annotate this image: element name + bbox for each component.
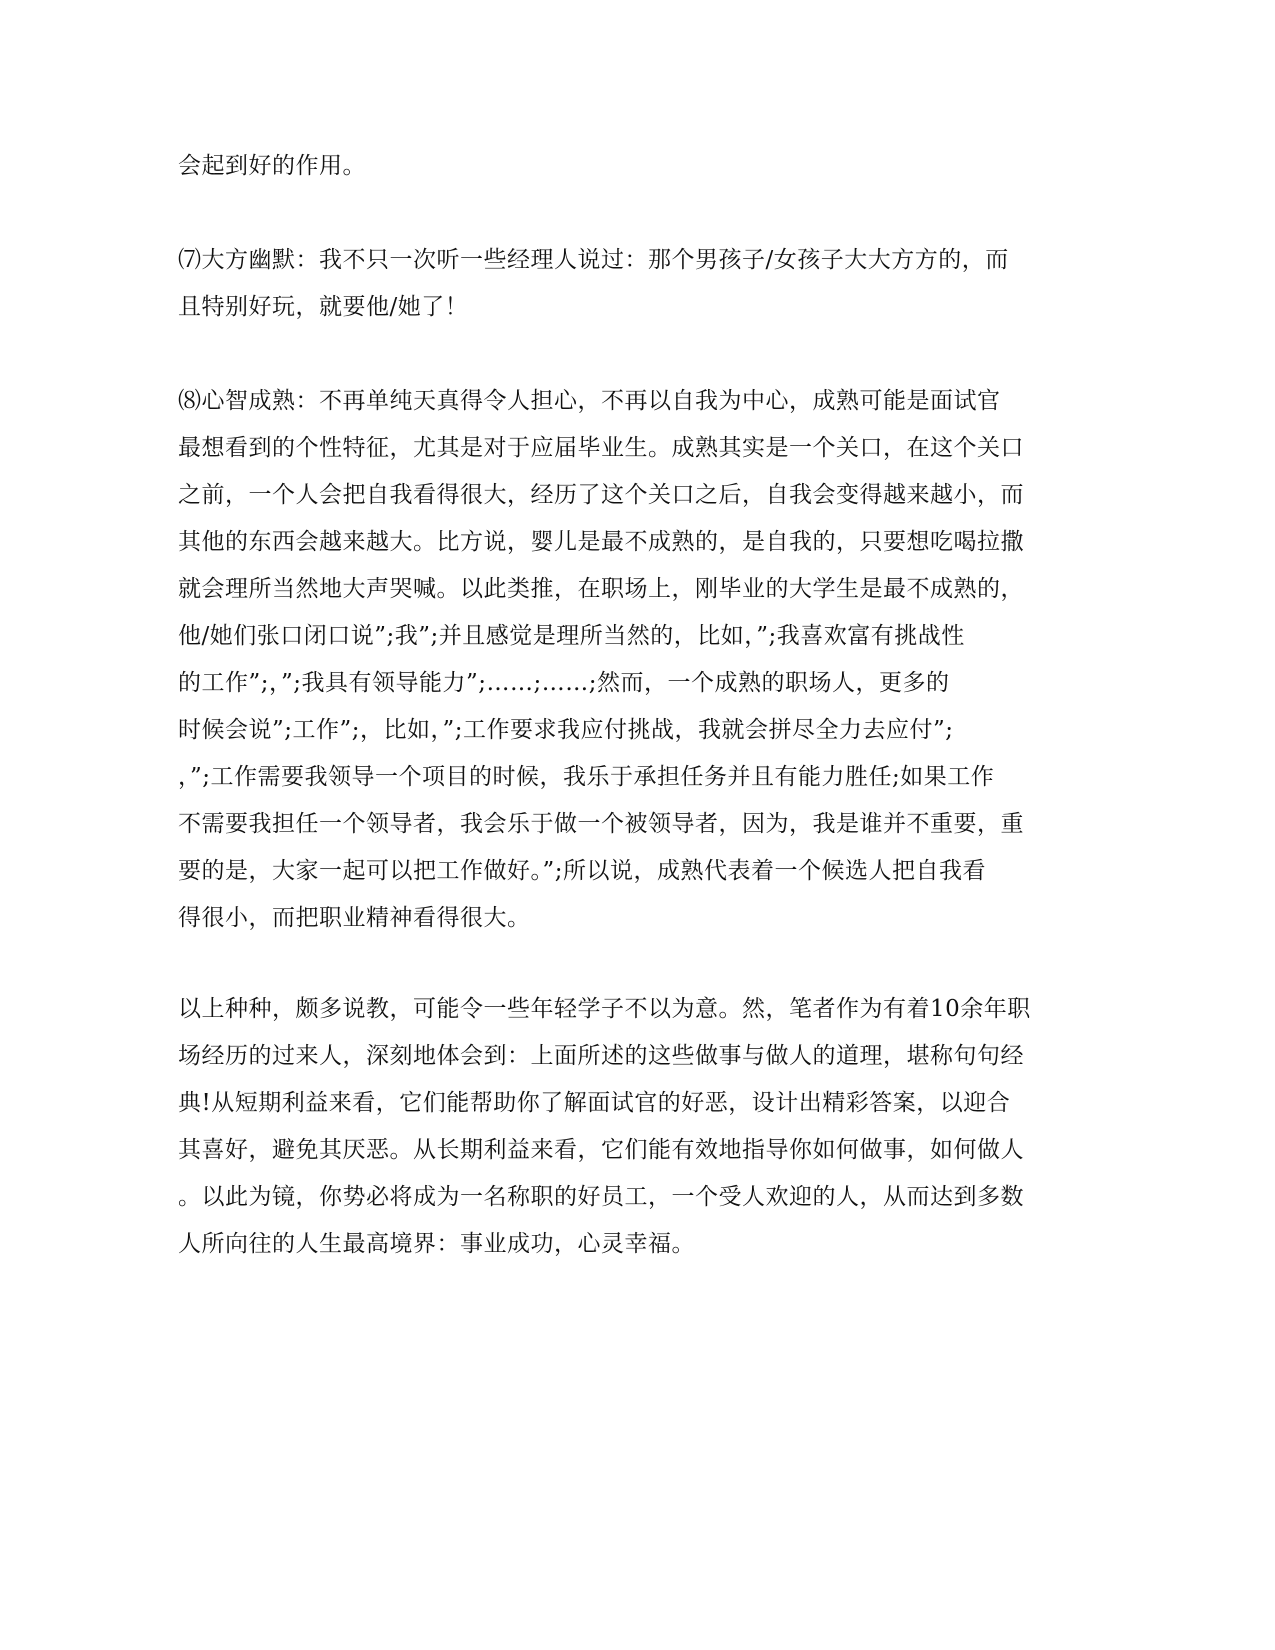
- text-line: 的工作”;，”;我具有领导能力”;……;……;然而，一个成熟的职场人，更多的: [178, 670, 950, 696]
- text-line: 就会理所当然地大声哭喊。以此类推，在职场上，刚毕业的大学生是最不成熟的，: [178, 576, 1024, 602]
- text-line: 以上种种，颇多说教，可能令一些年轻学子不以为意。然，笔者作为有着10余年职: [178, 996, 1031, 1022]
- text-line: ⑺大方幽默：我不只一次听一些经理人说过：那个男孩子/女孩子大大方方的，而: [178, 247, 1009, 273]
- paragraph-conclusion: [178, 986, 1048, 1268]
- text-line: 场经历的过来人，深刻地体会到：上面所述的这些做事与做人的道理，堪称句句经: [178, 1043, 1024, 1069]
- text-line: 不需要我担任一个领导者，我会乐于做一个被领导者，因为，我是谁并不重要，重: [178, 811, 1024, 837]
- text-line: 其他的东西会越来越大。比方说，婴儿是最不成熟的，是自我的，只要想吃喝拉撒: [178, 529, 1024, 555]
- paragraph-intro-ending: [178, 143, 1048, 190]
- text-line: 人所向往的人生最高境界：事业成功，心灵幸福。: [178, 1231, 695, 1257]
- text-line: 且特别好玩，就要他/她了！: [178, 294, 469, 320]
- text-line: ⑻心智成熟：不再单纯天真得令人担心，不再以自我为中心，成熟可能是面试官: [178, 388, 1001, 414]
- text-line: ，”;工作需要我领导一个项目的时候，我乐于承担任务并且有能力胜任;如果工作: [178, 764, 995, 790]
- text-line: 会起到好的作用。: [178, 153, 366, 179]
- text-line: 之前，一个人会把自我看得很大，经历了这个关口之后，自我会变得越来越小，而: [178, 482, 1024, 508]
- text-line: 得很小，而把职业精神看得很大。: [178, 905, 531, 931]
- text-line: 最想看到的个性特征，尤其是对于应届毕业生。成熟其实是一个关口，在这个关口: [178, 435, 1024, 461]
- text-line: 。以此为镜，你势必将成为一名称职的好员工，一个受人欢迎的人，从而达到多数: [178, 1184, 1024, 1210]
- text-line: 要的是，大家一起可以把工作做好。”;所以说，成熟代表着一个候选人把自我看: [178, 858, 987, 884]
- text-line: 典!从短期利益来看，它们能帮助你了解面试官的好恶，设计出精彩答案，以迎合: [178, 1090, 1011, 1116]
- text-line: 其喜好，避免其厌恶。从长期利益来看，它们能有效地指导你如何做事，如何做人: [178, 1137, 1024, 1163]
- text-line: 他/她们张口闭口说”;我”;并且感觉是理所当然的，比如，”;我喜欢富有挑战性: [178, 623, 965, 649]
- paragraph-mature-mind: [178, 378, 1048, 942]
- paragraph-generous-humor: [178, 237, 1048, 331]
- text-line: 时候会说”;工作”;，比如，”;工作要求我应付挑战，我就会拼尽全力去应付”;: [178, 717, 954, 743]
